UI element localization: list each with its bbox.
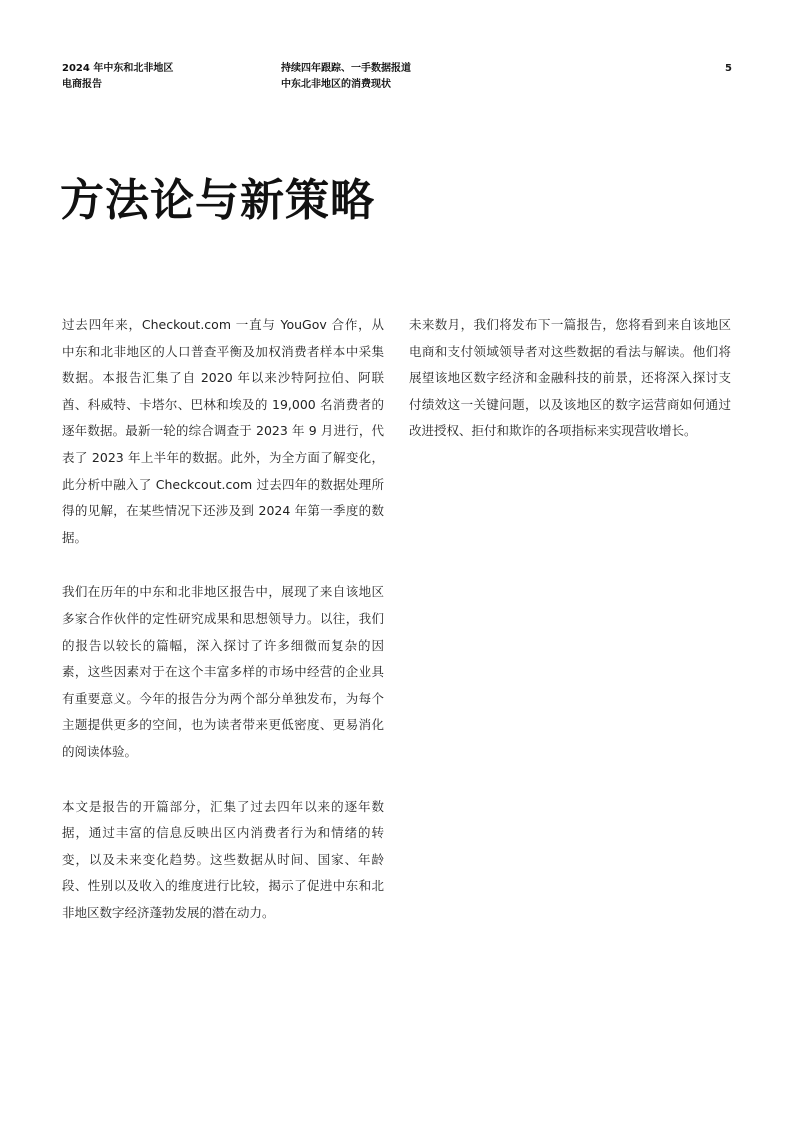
page-number: 5 (725, 63, 732, 74)
header-report-title-line1: 2024 年中东和北非地区 (62, 63, 174, 74)
header-tagline-line1: 持续四年跟踪、一手数据报道 (281, 63, 411, 74)
paragraph-this-report: 本文是报告的开篇部分，汇集了过去四年以来的逐年数据，通过丰富的信息反映出区内消费者行为和情绪的转变，以及未来变化趋势。这些数据从时间、国家、年龄段、性别以及收入的维度进行比较，揭示了促进中东和北非地区数字经济蓬勃发展的潜在动力。 (62, 798, 384, 920)
paragraph-next-report: 未来数月，我们将发布下一篇报告，您将看到来自该地区电商和支付领域领导者对这些数据的看法与解读。他们将展望该地区数字经济和金融科技的前景，还将深入探讨支付绩效这一关键问题，以及该地区的数字运营商如何通过改进授权、拒付和欺诈的各项指标来实现营收增长。 (409, 317, 731, 439)
left-column (62, 312, 384, 954)
header-tagline-line2: 中东北非地区的消费现状 (281, 79, 391, 90)
header-report-title (62, 61, 262, 93)
paragraph-past-reports: 我们在历年的中东和北非地区报告中，展现了来自该地区多家合作伙伴的定性研究成果和思想领导力。以往，我们的报告以较长的篇幅，深入探讨了许多细微而复杂的因素，这些因素对于在这个丰富多样的市场中经营的企业具有重要意义。今年的报告分为两个部分单独发布，为每个主题提供更多的空间，也为读者带来更低密度、更易消化的阅读体验。 (62, 584, 384, 759)
header-tagline (281, 61, 501, 93)
page-title: 方法论与新策略 (60, 175, 375, 226)
header-report-title-line2: 电商报告 (62, 79, 102, 90)
right-column (409, 312, 731, 473)
paragraph-methodology: 过去四年来，Checkout.com 一直与 YouGov 合作，从中东和北非地区的人口普查平衡及加权消费者样本中采集数据。本报告汇集了自 2020 年以来沙特阿拉伯、阿联酋、科威特、卡塔尔、巴林和埃及的 19,000 名消费者的逐年数据。最新一轮的综合调查于 2023 年 9 月进行，代表了 2023 年上半年的数据。此外，为全方面了解变化，此分析中融入了 Checkcout.com 过去四年的数据处理所得的见解，在某些情况下还涉及到 2024 年第一季度的数据。 (62, 317, 384, 545)
